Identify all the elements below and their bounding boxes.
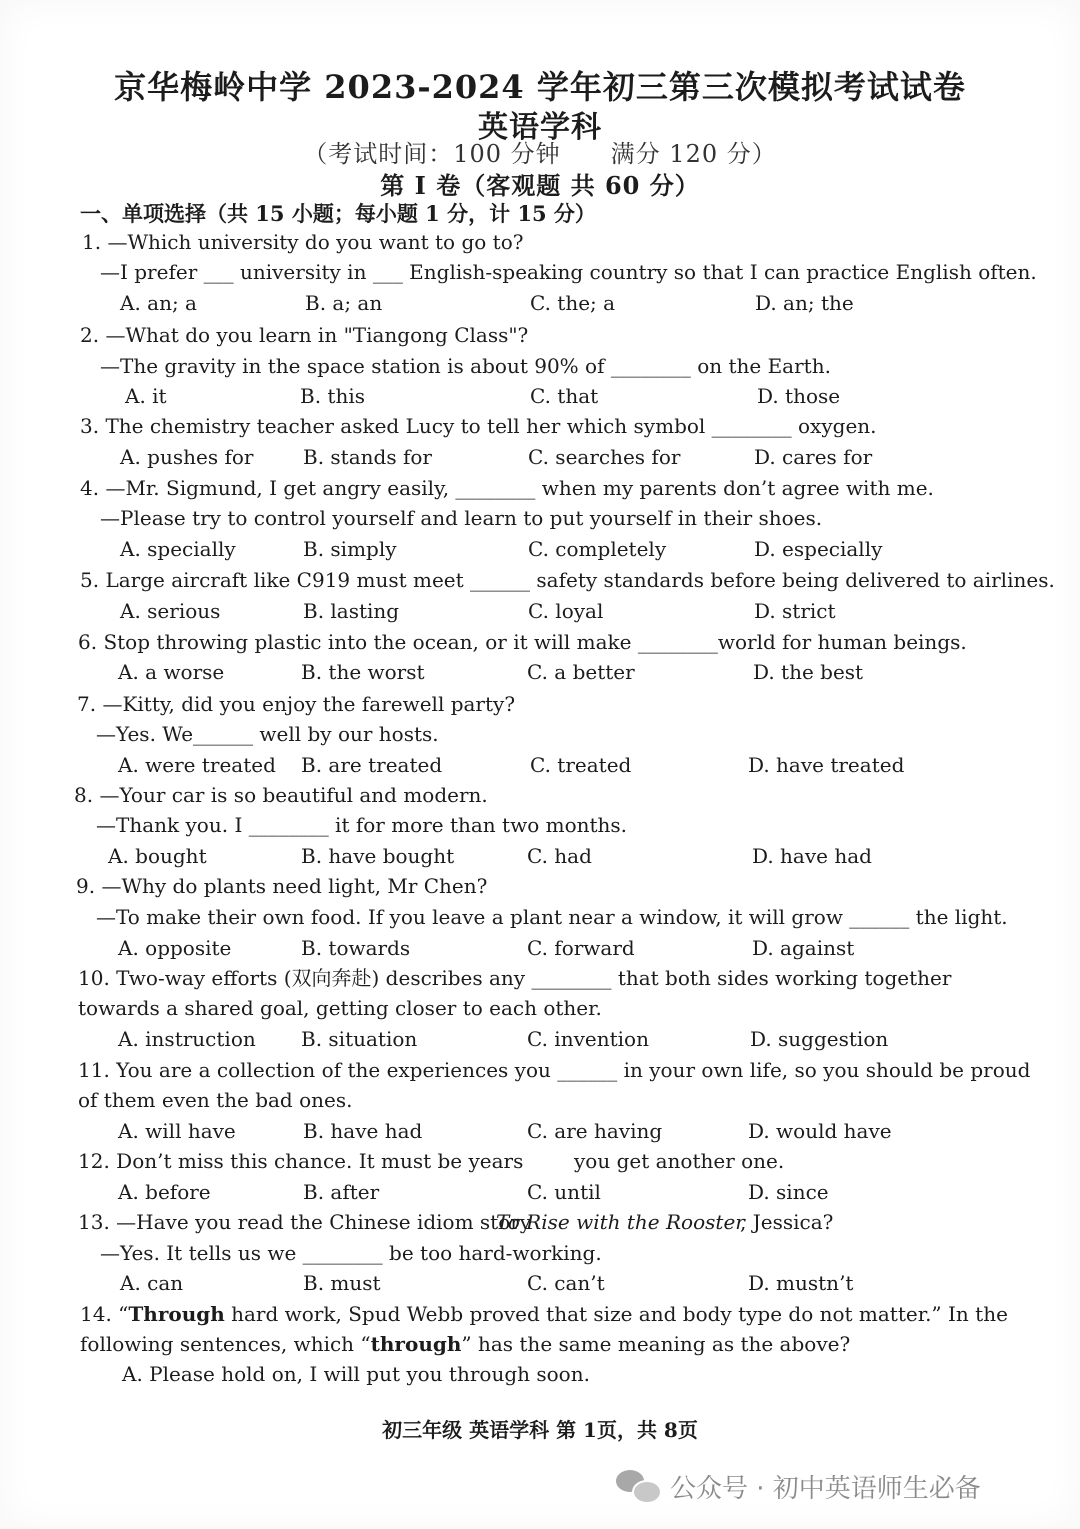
option-b: B. this xyxy=(300,384,365,408)
option-b: B. simply xyxy=(303,537,397,561)
option-a: A. it xyxy=(125,384,167,408)
exam-info: （考试时间：100 分钟 满分 120 分） xyxy=(303,140,777,168)
question-14-option-a: A. Please hold on, I will put you through soon. xyxy=(122,1362,590,1386)
question-8-stem-2: —Thank you. I ________ it for more than two months. xyxy=(96,813,628,837)
exam-title: 京华梅岭中学 2023-2024 学年初三第三次模拟考试试卷 xyxy=(114,68,966,106)
question-11-stem: 11. You are a collection of the experiences you ______ in your own life, so you should be proud xyxy=(78,1058,1031,1082)
question-6-stem: 6. Stop throwing plastic into the ocean, or it will make ________world for human beings. xyxy=(78,630,967,654)
option-b: B. after xyxy=(303,1180,380,1204)
option-c: C. searches for xyxy=(528,445,681,469)
option-d: D. against xyxy=(752,936,855,960)
option-c: C. completely xyxy=(528,537,667,561)
question-2-options xyxy=(0,381,1080,411)
question-10-stem-2: towards a shared goal, getting closer to each other. xyxy=(78,996,602,1020)
option-a: A. before xyxy=(118,1180,211,1204)
option-d: D. since xyxy=(748,1180,829,1204)
question-13-stem: 13. —Have you read the Chinese idiom story To Rise with the Rooster , Jessica? xyxy=(78,1210,834,1234)
question-7-stem-2: —Yes. We______ well by our hosts. xyxy=(96,722,439,746)
option-c: C. loyal xyxy=(528,599,604,623)
question-8-stem: 8. —Your car is so beautiful and modern. xyxy=(74,783,488,807)
question-4-options xyxy=(0,534,1080,564)
question-3-options xyxy=(0,442,1080,472)
watermark xyxy=(616,1464,981,1508)
option-d: D. suggestion xyxy=(750,1027,889,1051)
question-8-options xyxy=(0,841,1080,871)
option-c: C. are having xyxy=(527,1119,663,1143)
option-a: A. a worse xyxy=(118,660,225,684)
question-9-stem: 9. —Why do plants need light, Mr Chen? xyxy=(76,874,488,898)
question-4-stem: 4. —Mr. Sigmund, I get angry easily, ________ when my parents don’t agree with me. xyxy=(80,476,934,500)
question-2-stem-2: —The gravity in the space station is about 90% of ________ on the Earth. xyxy=(100,354,831,378)
watermark-text: 公众号 · 初中英语师生必备 xyxy=(670,1473,981,1504)
option-c: C. until xyxy=(527,1180,601,1204)
question-11-stem-2: of them even the bad ones. xyxy=(78,1088,353,1112)
option-c: C. had xyxy=(527,844,592,868)
option-b: B. stands for xyxy=(303,445,432,469)
question-13-stem-2: —Yes. It tells us we ________ be too hard-working. xyxy=(100,1241,602,1265)
option-a: A. serious xyxy=(120,599,221,623)
option-c: C. forward xyxy=(527,936,635,960)
question-6-options xyxy=(0,657,1080,687)
question-5-options xyxy=(0,596,1080,626)
option-c: C. the; a xyxy=(530,291,616,315)
option-d: D. would have xyxy=(748,1119,892,1143)
option-b: B. have bought xyxy=(301,844,455,868)
option-d: D. have treated xyxy=(748,753,905,777)
option-d: D. cares for xyxy=(754,445,873,469)
option-b: B. a; an xyxy=(305,291,383,315)
option-c: C. treated xyxy=(530,753,632,777)
option-a: A. instruction xyxy=(118,1027,256,1051)
option-b: B. have had xyxy=(303,1119,423,1143)
question-11-options xyxy=(0,1116,1080,1146)
option-b: B. the worst xyxy=(301,660,425,684)
option-a: A. can xyxy=(120,1271,184,1295)
option-c: C. can’t xyxy=(527,1271,605,1295)
question-5-stem: 5. Large aircraft like C919 must meet ______ safety standards before being delivered to airlines. xyxy=(80,568,1055,592)
option-d: D. especially xyxy=(754,537,883,561)
option-a: A. will have xyxy=(118,1119,236,1143)
question-14-stem: 14. “Through hard work, Spud Webb proved that size and body type do not matter.” In the xyxy=(80,1302,1008,1326)
question-12-stem: 12. Don’t miss this chance. It must be years you get another one. xyxy=(78,1149,785,1173)
option-b: B. lasting xyxy=(303,599,400,623)
option-a: A. an; a xyxy=(120,291,197,315)
option-a: A. opposite xyxy=(118,936,232,960)
option-d: D. mustn’t xyxy=(748,1271,854,1295)
question-7-stem: 7. —Kitty, did you enjoy the farewell party? xyxy=(77,692,516,716)
question-2-stem: 2. —What do you learn in "Tiangong Class"? xyxy=(80,323,529,347)
option-b: B. situation xyxy=(301,1027,418,1051)
page-footer: 初三年级 英语学科 第 1页，共 8页 xyxy=(382,1418,698,1442)
option-c: C. that xyxy=(530,384,599,408)
option-d: D. have had xyxy=(752,844,872,868)
option-a: A. specially xyxy=(120,537,236,561)
option-a: A. were treated xyxy=(118,753,276,777)
question-1-stem: 1. —Which university do you want to go to? xyxy=(82,230,524,254)
option-d: D. strict xyxy=(754,599,836,623)
question-9-stem-2: —To make their own food. If you leave a plant near a window, it will grow ______ the light. xyxy=(96,905,1008,929)
option-b: B. must xyxy=(303,1271,381,1295)
exam-part: 第 I 卷（客观题 共 60 分） xyxy=(380,171,700,200)
question-13-options xyxy=(0,1268,1080,1298)
question-1-options xyxy=(0,288,1080,318)
option-c: C. invention xyxy=(527,1027,649,1051)
wechat-icon xyxy=(616,1468,660,1504)
question-1-stem-2: —I prefer ___ university in ___ English-speaking country so that I can practice English often. xyxy=(100,260,1037,284)
section-heading: 一、单项选择（共 15 小题；每小题 1 分，计 15 分） xyxy=(80,201,596,226)
option-a: A. bought xyxy=(108,844,207,868)
question-9-options xyxy=(0,933,1080,963)
question-10-options xyxy=(0,1024,1080,1054)
question-4-stem-2: —Please try to control yourself and learn to put yourself in their shoes. xyxy=(100,506,823,530)
question-10-stem: 10. Two-way efforts (双向奔赴) describes any ________ that both sides working together xyxy=(78,966,952,990)
question-3-stem: 3. The chemistry teacher asked Lucy to tell her which symbol ________ oxygen. xyxy=(80,414,877,438)
option-d: D. an; the xyxy=(755,291,854,315)
option-c: C. a better xyxy=(527,660,635,684)
option-d: D. those xyxy=(757,384,841,408)
option-a: A. pushes for xyxy=(120,445,254,469)
option-b: B. towards xyxy=(301,936,411,960)
option-d: D. the best xyxy=(753,660,864,684)
option-b: B. are treated xyxy=(301,753,443,777)
question-12-options xyxy=(0,1177,1080,1207)
exam-subject: 英语学科 xyxy=(478,110,602,145)
question-7-options xyxy=(0,750,1080,780)
question-14-stem-2: following sentences, which “through” has the same meaning as the above? xyxy=(80,1332,851,1356)
